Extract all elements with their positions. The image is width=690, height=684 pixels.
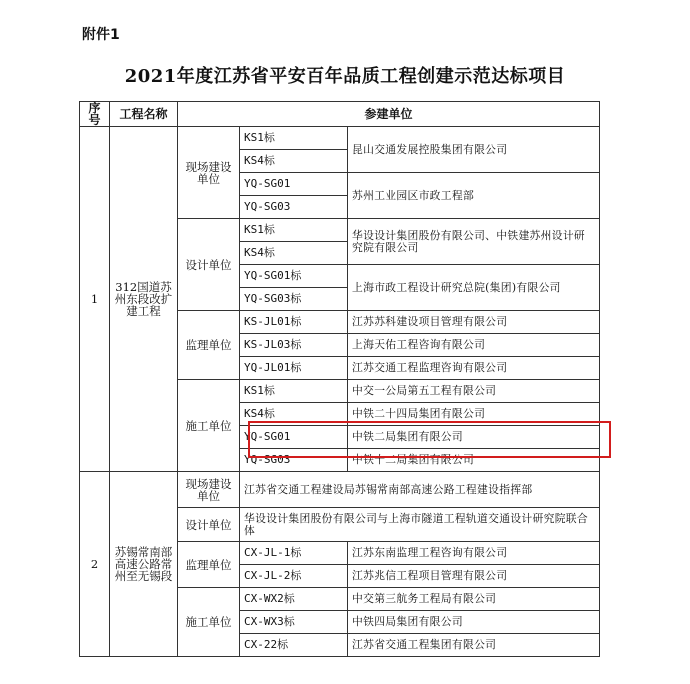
red-highlight-box (248, 421, 611, 458)
unit-type: 现场建设单位 (178, 472, 240, 508)
company-cell: 江苏苏科建设项目管理有限公司 (348, 311, 600, 334)
section-cell: CX-WX2标 (240, 588, 348, 611)
company-cell: 华设设计集团股份有限公司与上海市隧道工程轨道交通设计研究院联合体 (240, 508, 600, 542)
company-cell: 江苏交通工程监理咨询有限公司 (348, 357, 600, 380)
attachment-label: 附件1 (82, 27, 120, 43)
company-cell: 中交一公局第五工程有限公司 (348, 380, 600, 403)
section-cell: KS1标 (240, 380, 348, 403)
unit-type: 现场建设单位 (178, 127, 240, 219)
section-cell: KS4标 (240, 242, 348, 265)
header-seq: 序号 (80, 102, 110, 127)
unit-type: 施工单位 (178, 588, 240, 657)
company-cell: 江苏兆信工程项目管理有限公司 (348, 565, 600, 588)
section-cell: YQ-JL01标 (240, 357, 348, 380)
section-cell: YQ-SG03 (240, 196, 348, 219)
section-cell: KS-JL03标 (240, 334, 348, 357)
project-seq: 2 (80, 472, 110, 657)
section-cell: KS1标 (240, 127, 348, 150)
company-cell: 上海市政工程设计研究总院(集团)有限公司 (348, 265, 600, 311)
header-name: 工程名称 (110, 102, 178, 127)
unit-type: 设计单位 (178, 219, 240, 311)
section-cell: YQ-SG01标 (240, 265, 348, 288)
company-cell: 苏州工业园区市政工程部 (348, 173, 600, 219)
section-cell: CX-WX3标 (240, 611, 348, 634)
table-row (80, 127, 600, 150)
section-cell: KS4标 (240, 403, 348, 426)
unit-type: 监理单位 (178, 311, 240, 380)
section-cell: KS-JL01标 (240, 311, 348, 334)
section-cell: YQ-SG01 (240, 426, 348, 449)
section-cell: YQ-SG01 (240, 173, 348, 196)
section-cell: CX-JL-2标 (240, 565, 348, 588)
section-cell: KS1标 (240, 219, 348, 242)
company-cell: 江苏省交通工程建设局苏锡常南部高速公路工程建设指挥部 (240, 472, 600, 508)
project-name: 苏锡常南部高速公路常州至无锡段 (110, 472, 178, 657)
table-row (80, 472, 600, 508)
company-cell: 江苏东南监理工程咨询有限公司 (348, 542, 600, 565)
unit-type: 监理单位 (178, 542, 240, 588)
project-name: 312国道苏州东段改扩建工程 (110, 127, 178, 472)
company-cell: 中铁二十四局集团有限公司 (348, 403, 600, 426)
section-cell: YQ-SG03 (240, 449, 348, 472)
header-units: 参建单位 (178, 102, 600, 127)
section-cell: YQ-SG03标 (240, 288, 348, 311)
company-cell: 华设设计集团股份有限公司、中铁建苏州设计研究院有限公司 (348, 219, 600, 265)
company-cell: 昆山交通发展控股集团有限公司 (348, 127, 600, 173)
company-cell: 中铁十二局集团有限公司 (348, 449, 600, 472)
unit-type: 设计单位 (178, 508, 240, 542)
company-cell: 中交第三航务工程局有限公司 (348, 588, 600, 611)
company-cell: 江苏省交通工程集团有限公司 (348, 634, 600, 657)
company-cell: 上海天佑工程咨询有限公司 (348, 334, 600, 357)
project-seq: 1 (80, 127, 110, 472)
section-cell: CX-JL-1标 (240, 542, 348, 565)
unit-type: 施工单位 (178, 380, 240, 472)
table-header-row (80, 102, 600, 127)
section-cell: KS4标 (240, 150, 348, 173)
section-cell: CX-22标 (240, 634, 348, 657)
project-table (79, 101, 600, 657)
company-cell: 中铁四局集团有限公司 (348, 611, 600, 634)
company-cell: 中铁二局集团有限公司 (348, 426, 600, 449)
document-title: 2021年度江苏省平安百年品质工程创建示范达标项目 (124, 66, 566, 87)
